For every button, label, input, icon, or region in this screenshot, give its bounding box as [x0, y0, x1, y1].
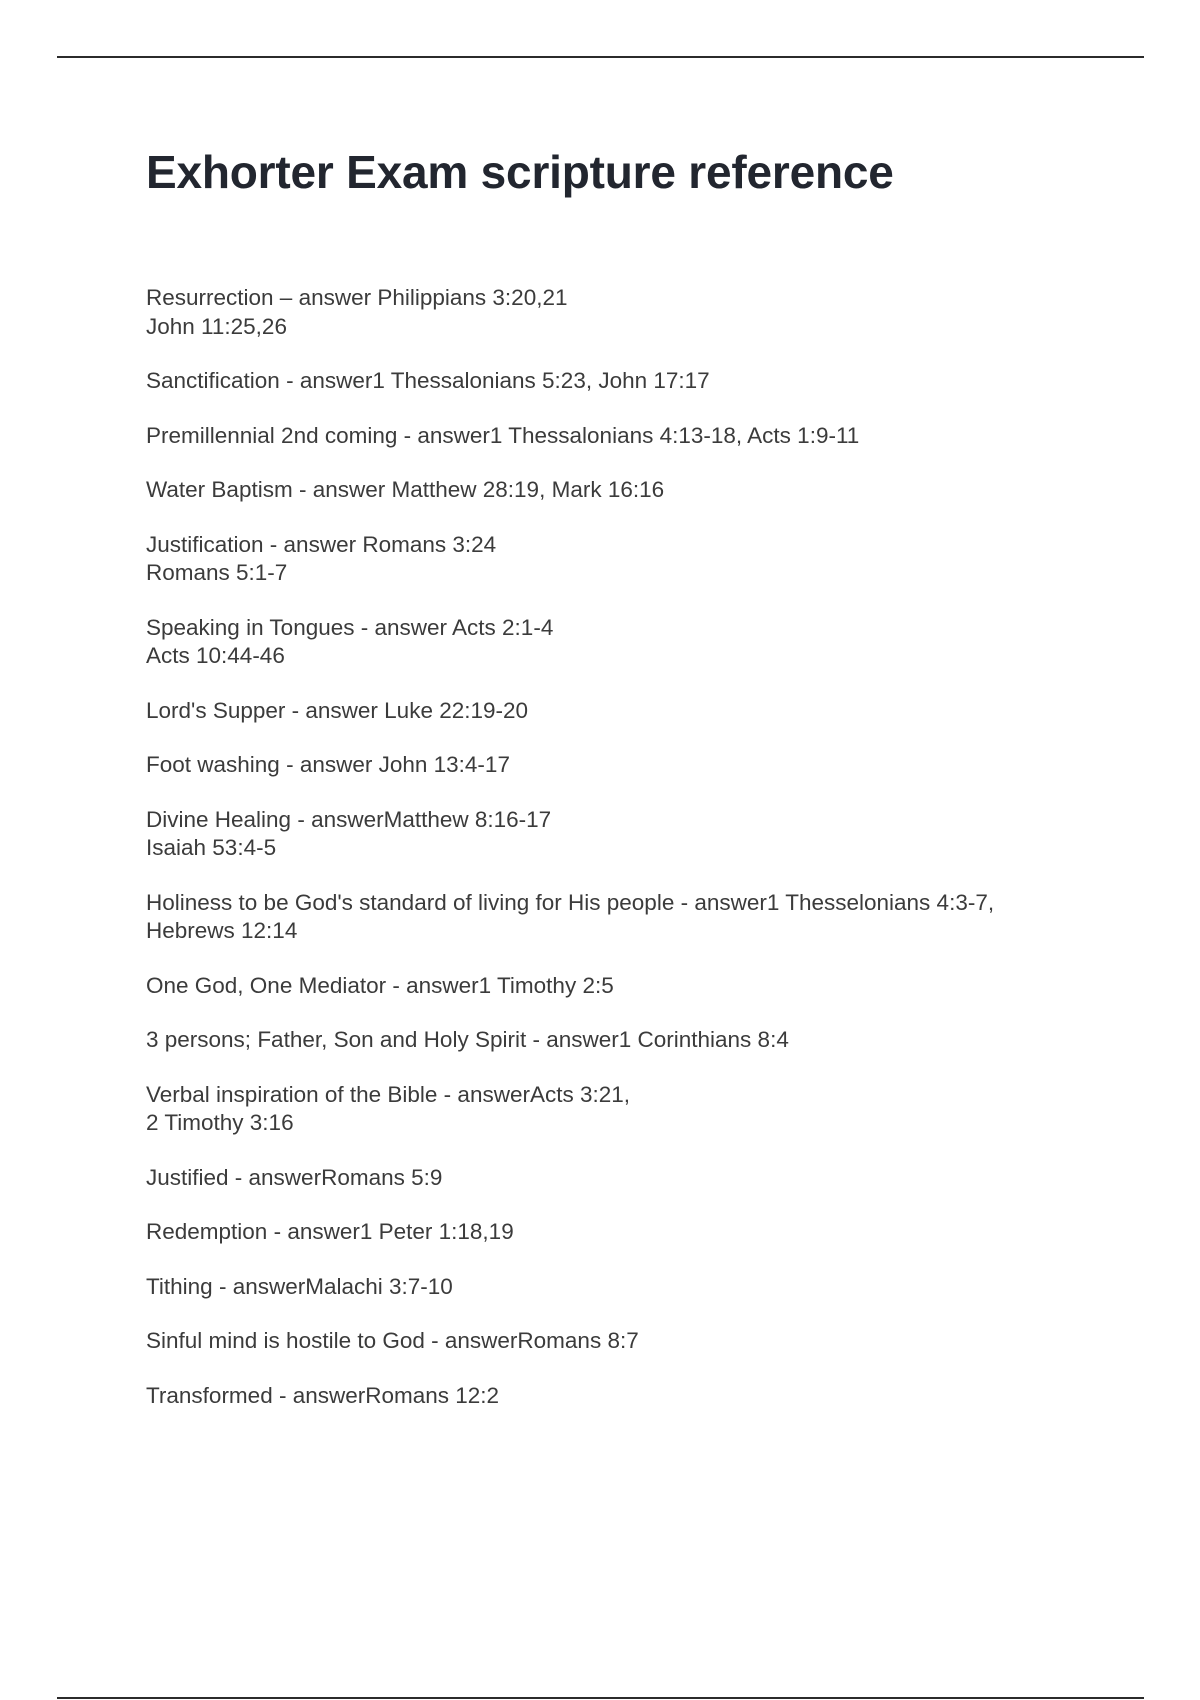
- scripture-reference-list: [146, 284, 1146, 1436]
- list-item: [146, 1026, 1146, 1055]
- list-item: [146, 531, 1146, 588]
- bottom-divider: [57, 1697, 1144, 1699]
- entry-line: Sanctification - answer1 Thessalonians 5:23, John 17:17: [146, 368, 710, 393]
- entry-line: Verbal inspiration of the Bible - answerActs 3:21,: [146, 1081, 631, 1107]
- list-item: [146, 1164, 1146, 1193]
- entry-line: Holiness to be God's standard of living for His people - answer1 Thesselonians 4:3-7,: [146, 889, 995, 915]
- entry-line: Foot washing - answer John 13:4-17: [146, 752, 510, 777]
- list-item: [146, 284, 1146, 341]
- entry-line: 2 Timothy 3:16: [146, 1110, 294, 1135]
- list-item: [146, 889, 1146, 946]
- entry-line: Speaking in Tongues - answer Acts 2:1-4: [146, 614, 554, 640]
- entry-line: Premillennial 2nd coming - answer1 Thessalonians 4:13-18, Acts 1:9-11: [146, 422, 860, 448]
- entry-line: Acts 10:44-46: [146, 643, 285, 668]
- entry-line: Tithing - answerMalachi 3:7-10: [146, 1273, 453, 1299]
- entry-line: Sinful mind is hostile to God - answerRomans 8:7: [146, 1328, 639, 1353]
- list-item: [146, 751, 1146, 780]
- entry-line: 3 persons; Father, Son and Holy Spirit - answer1 Corinthians 8:4: [146, 1027, 789, 1052]
- list-item: [146, 1218, 1146, 1247]
- list-item: [146, 422, 1146, 451]
- list-item: [146, 697, 1146, 726]
- entry-line: Lord's Supper - answer Luke 22:19-20: [146, 697, 529, 723]
- entry-line: One God, One Mediator - answer1 Timothy 2:5: [146, 972, 614, 998]
- entry-line: John 11:25,26: [146, 313, 287, 339]
- entry-line: Water Baptism - answer Matthew 28:19, Mark 16:16: [146, 477, 665, 502]
- page-title: Exhorter Exam scripture reference: [146, 146, 894, 198]
- entry-line: Resurrection – answer Philippians 3:20,21: [146, 285, 568, 310]
- entry-line: Justification - answer Romans 3:24: [146, 531, 497, 557]
- top-divider: [57, 56, 1144, 58]
- list-item: [146, 972, 1146, 1001]
- list-item: [146, 1327, 1146, 1356]
- entry-line: Justified - answerRomans 5:9: [146, 1164, 443, 1190]
- list-item: [146, 1273, 1146, 1302]
- entry-line: Divine Healing - answerMatthew 8:16-17: [146, 806, 552, 832]
- list-item: [146, 1081, 1146, 1138]
- entry-line: Isaiah 53:4-5: [146, 835, 277, 860]
- entry-line: Hebrews 12:14: [146, 918, 298, 943]
- list-item: [146, 806, 1146, 863]
- list-item: [146, 476, 1146, 505]
- entry-line: Romans 5:1-7: [146, 560, 288, 585]
- list-item: [146, 614, 1146, 671]
- list-item: [146, 367, 1146, 396]
- entry-line: Transformed - answerRomans 12:2: [146, 1382, 500, 1408]
- list-item: [146, 1382, 1146, 1411]
- entry-line: Redemption - answer1 Peter 1:18,19: [146, 1219, 514, 1244]
